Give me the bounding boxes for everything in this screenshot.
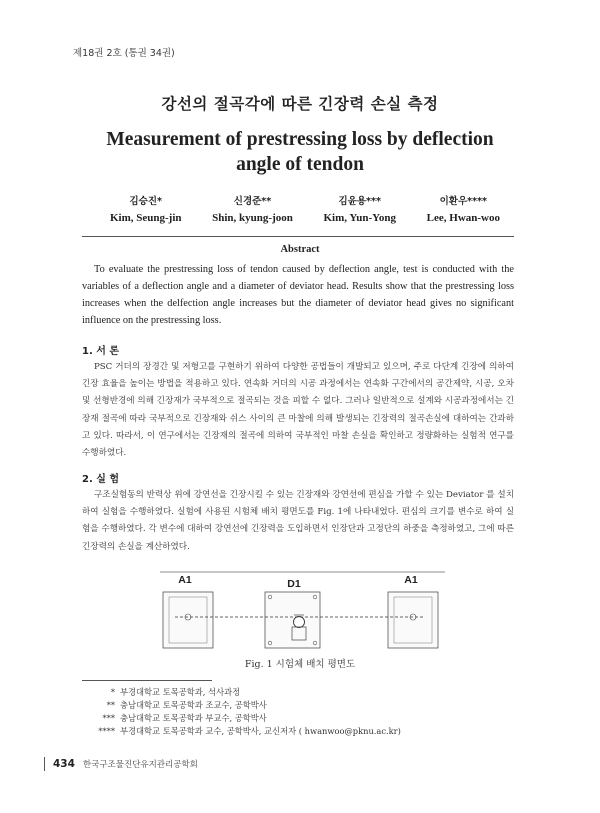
section-heading-experiment: 2. 실 험	[82, 474, 120, 485]
footnote: * 부경대학교 토목공학과, 석사과정	[110, 687, 241, 697]
author-name-korean: 이환우****	[439, 196, 488, 207]
deviator-block	[265, 592, 320, 648]
anchor-block-left	[163, 592, 213, 648]
footer-bar	[44, 757, 45, 771]
publisher-name: 한국구조물진단유지관리공학회	[82, 760, 198, 770]
abstract-heading: Abstract	[280, 244, 320, 255]
author	[323, 193, 396, 224]
figure-label-deviator: D1	[287, 578, 301, 590]
page-number: 434	[53, 758, 75, 770]
title-english: Measurement of prestressing loss by deflection angle of tendon	[106, 129, 494, 175]
section-text-experiment: 구조실험동의 반력상 위에 강연선을 긴장시킬 수 있는 긴장재와 강연선에 편심을 가할 수 있는 Deviator 를 설치하여 실험을 수행하였다. 실험에 사용된 시험체 배치 평면도를 Fig. 1에 나타내었다. 편심의 크기를 변수로 하여 실험을 수행하였다. 각 변수에 대하여 강연선에 긴장력을 도입하면서 인장단과 고정단의 하중을 측정하였고, 그에 따른 긴장력의 손실을 계산하였다.	[82, 490, 514, 552]
footnote: *** 충남대학교 토목공학과 부교수, 공학박사	[102, 713, 267, 723]
title-korean: 강선의 절곡각에 따른 긴장력 손실 측정	[161, 95, 439, 113]
author-list	[110, 193, 500, 224]
deviator-head	[294, 617, 305, 628]
author-name-english: Lee, Hwan-woo	[426, 212, 500, 224]
footnote-divider	[82, 680, 212, 681]
footnotes	[82, 686, 401, 738]
page-footer	[44, 757, 198, 771]
figure-label-anchor-right: A1	[404, 574, 418, 586]
abstract-divider	[82, 236, 514, 237]
test-setup-figure	[160, 559, 445, 651]
author	[427, 193, 500, 224]
section-heading-introduction: 1. 서 론	[82, 346, 120, 357]
journal-issue: 제18권 2호 (통권 34권)	[73, 48, 175, 59]
figure-caption: Fig. 1 시험체 배치 평면도	[244, 659, 356, 670]
author-name-english: Kim, Yun-Yong	[323, 212, 397, 224]
author-name-korean: 김윤용***	[338, 196, 381, 207]
figure-label-anchor-left: A1	[178, 574, 192, 586]
footnote: **** 부경대학교 토목공학과 교수, 공학박사, 교신저자 ( hwanwoo@pknu.ac.kr)	[98, 726, 401, 736]
author-name-korean: 신경준**	[233, 196, 272, 207]
abstract-text: To evaluate the prestressing loss of tendon caused by deflection angle, test is conducted with the variables of a deflection angle and a diameter of deviator head. Results show that the prestressing loss increases when the delfection angle increases but the diameter of deviator head gives no significant influence on the prestressing loss.	[82, 264, 514, 326]
footnote: ** 충남대학교 토목공학과 조교수, 공학박사	[106, 700, 267, 710]
author	[212, 193, 293, 224]
section-text-introduction: PSC 거더의 장경간 및 저형고를 구현하기 위하여 다양한 공법들이 개발되고 있으며, 주로 다단계 긴장에 의하여 긴장 효율을 높이는 방법을 적용하고 있다. 연속화 거더의 시공 과정에서는 연속화 구간에서의 공간제약, 시공, 오차 및 선형반경에 의해 긴장재가 국부적으로 절곡되는 것을 피할 수 없다. 그러나 일반적으로 설계와 시공과정에서는 긴장재 절곡에 따라 국부적으로 긴장재와 쉬스 사이의 큰 마찰에 의해 발생되는 긴장력의 절곡손실에 대하여는 간과하고 있다. 따라서, 이 연구에서는 긴장재의 절곡에 의하여 국부적인 마찰 손실을 확인하고 정량화하는 실험적 연구를 수행하였다.	[82, 362, 514, 459]
author-name-english: Kim, Seung-jin	[110, 212, 182, 224]
author-name-korean: 김승진*	[129, 196, 162, 207]
anchor-block-right	[388, 592, 438, 648]
author-name-english: Shin, kyung-joon	[212, 212, 293, 224]
author	[110, 193, 182, 224]
